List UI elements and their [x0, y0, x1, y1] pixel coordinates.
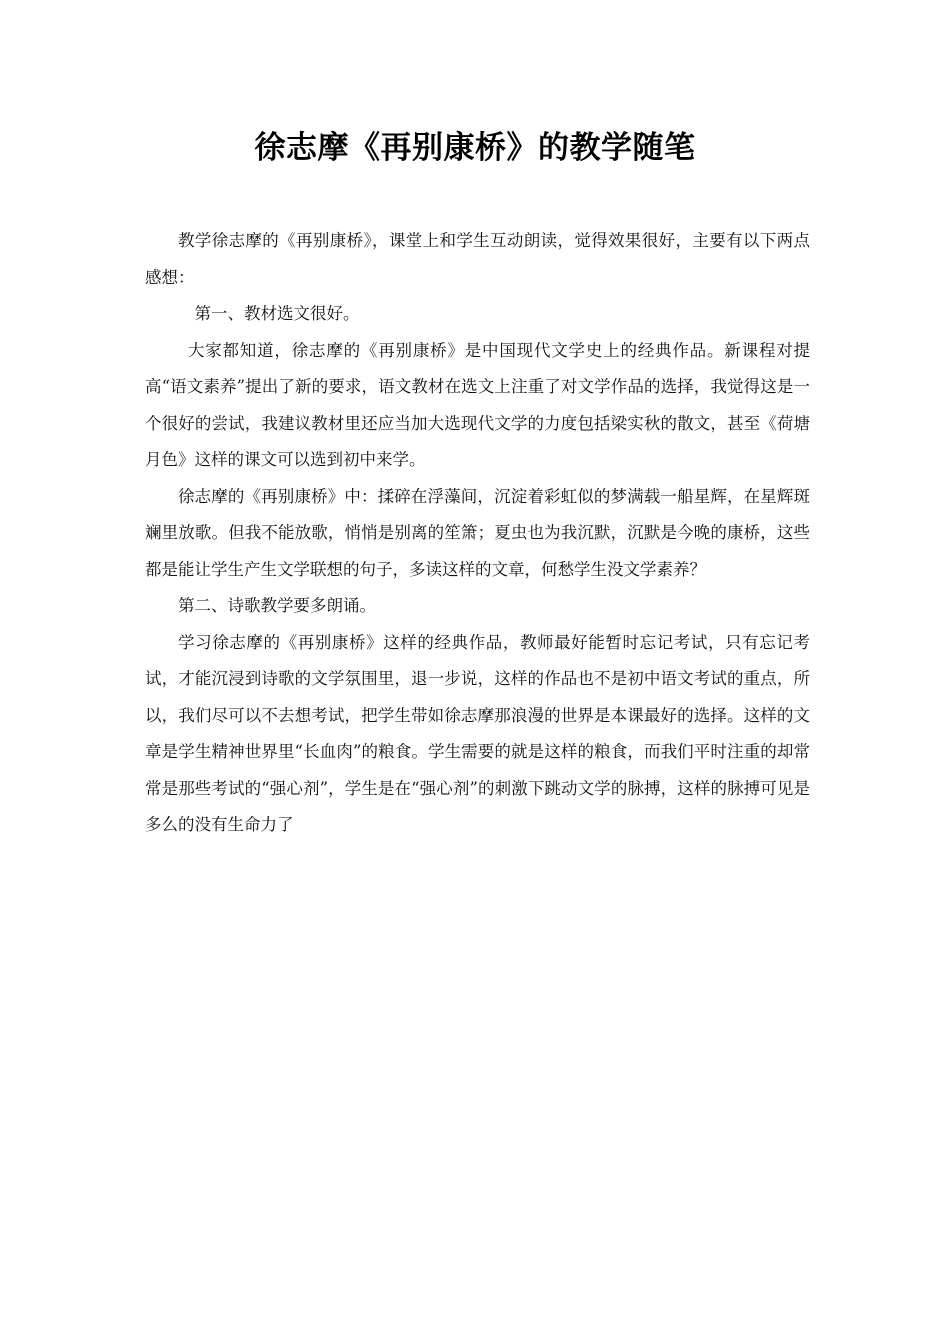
paragraph-intro: 教学徐志摩的《再别康桥》，课堂上和学生互动朗读，觉得效果很好，主要有以下两点感想：: [145, 231, 810, 287]
paragraph-poem-quote: 徐志摩的《再别康桥》中：揉碎在浮藻间，沉淀着彩虹似的梦满载一船星辉，在星辉斑斓里放歌。但我不能放歌，悄悄是别离的笙箫；夏虫也为我沉默，沉默是今晚的康桥，这些都是能让学生产生文学联想的句子，多读这样的文章，何愁学生没文学素养？: [145, 486, 810, 579]
document-body: [145, 223, 810, 844]
paragraph-point-one-heading: 第一、教材选文很好。: [194, 304, 360, 323]
paragraph-point-two-heading: 第二、诗歌教学要多朗诵。: [178, 596, 376, 615]
paragraph-point-one-body: 大家都知道，徐志摩的《再别康桥》是中国现代文学史上的经典作品。新课程对提高“语文素养”提出了新的要求，语文教材在选文上注重了对文学作品的选择，我觉得这是一个很好的尝试，我建议教材里还应当加大选现代文学的力度包括梁实秋的散文，甚至《荷塘月色》这样的课文可以选到初中来学。: [145, 340, 810, 469]
document-title: 徐志摩《再别康桥》的教学随笔: [254, 130, 696, 166]
paragraph-point-two-body: 学习徐志摩的《再别康桥》这样的经典作品，教师最好能暂时忘记考试，只有忘记考试，才能沉浸到诗歌的文学氛围里，退一步说，这样的作品也不是初中语文考试的重点，所以，我们尽可以不去想考试，把学生带如徐志摩那浪漫的世界是本课最好的选择。这样的文章是学生精神世界里“长血肉”的粮食。学生需要的就是这样的粮食，而我们平时注重的却常常是那些考试的“强心剂”，学生是在“强心剂”的刺激下跳动文学的脉搏，这样的脉搏可见是多么的没有生命力了: [145, 632, 810, 834]
